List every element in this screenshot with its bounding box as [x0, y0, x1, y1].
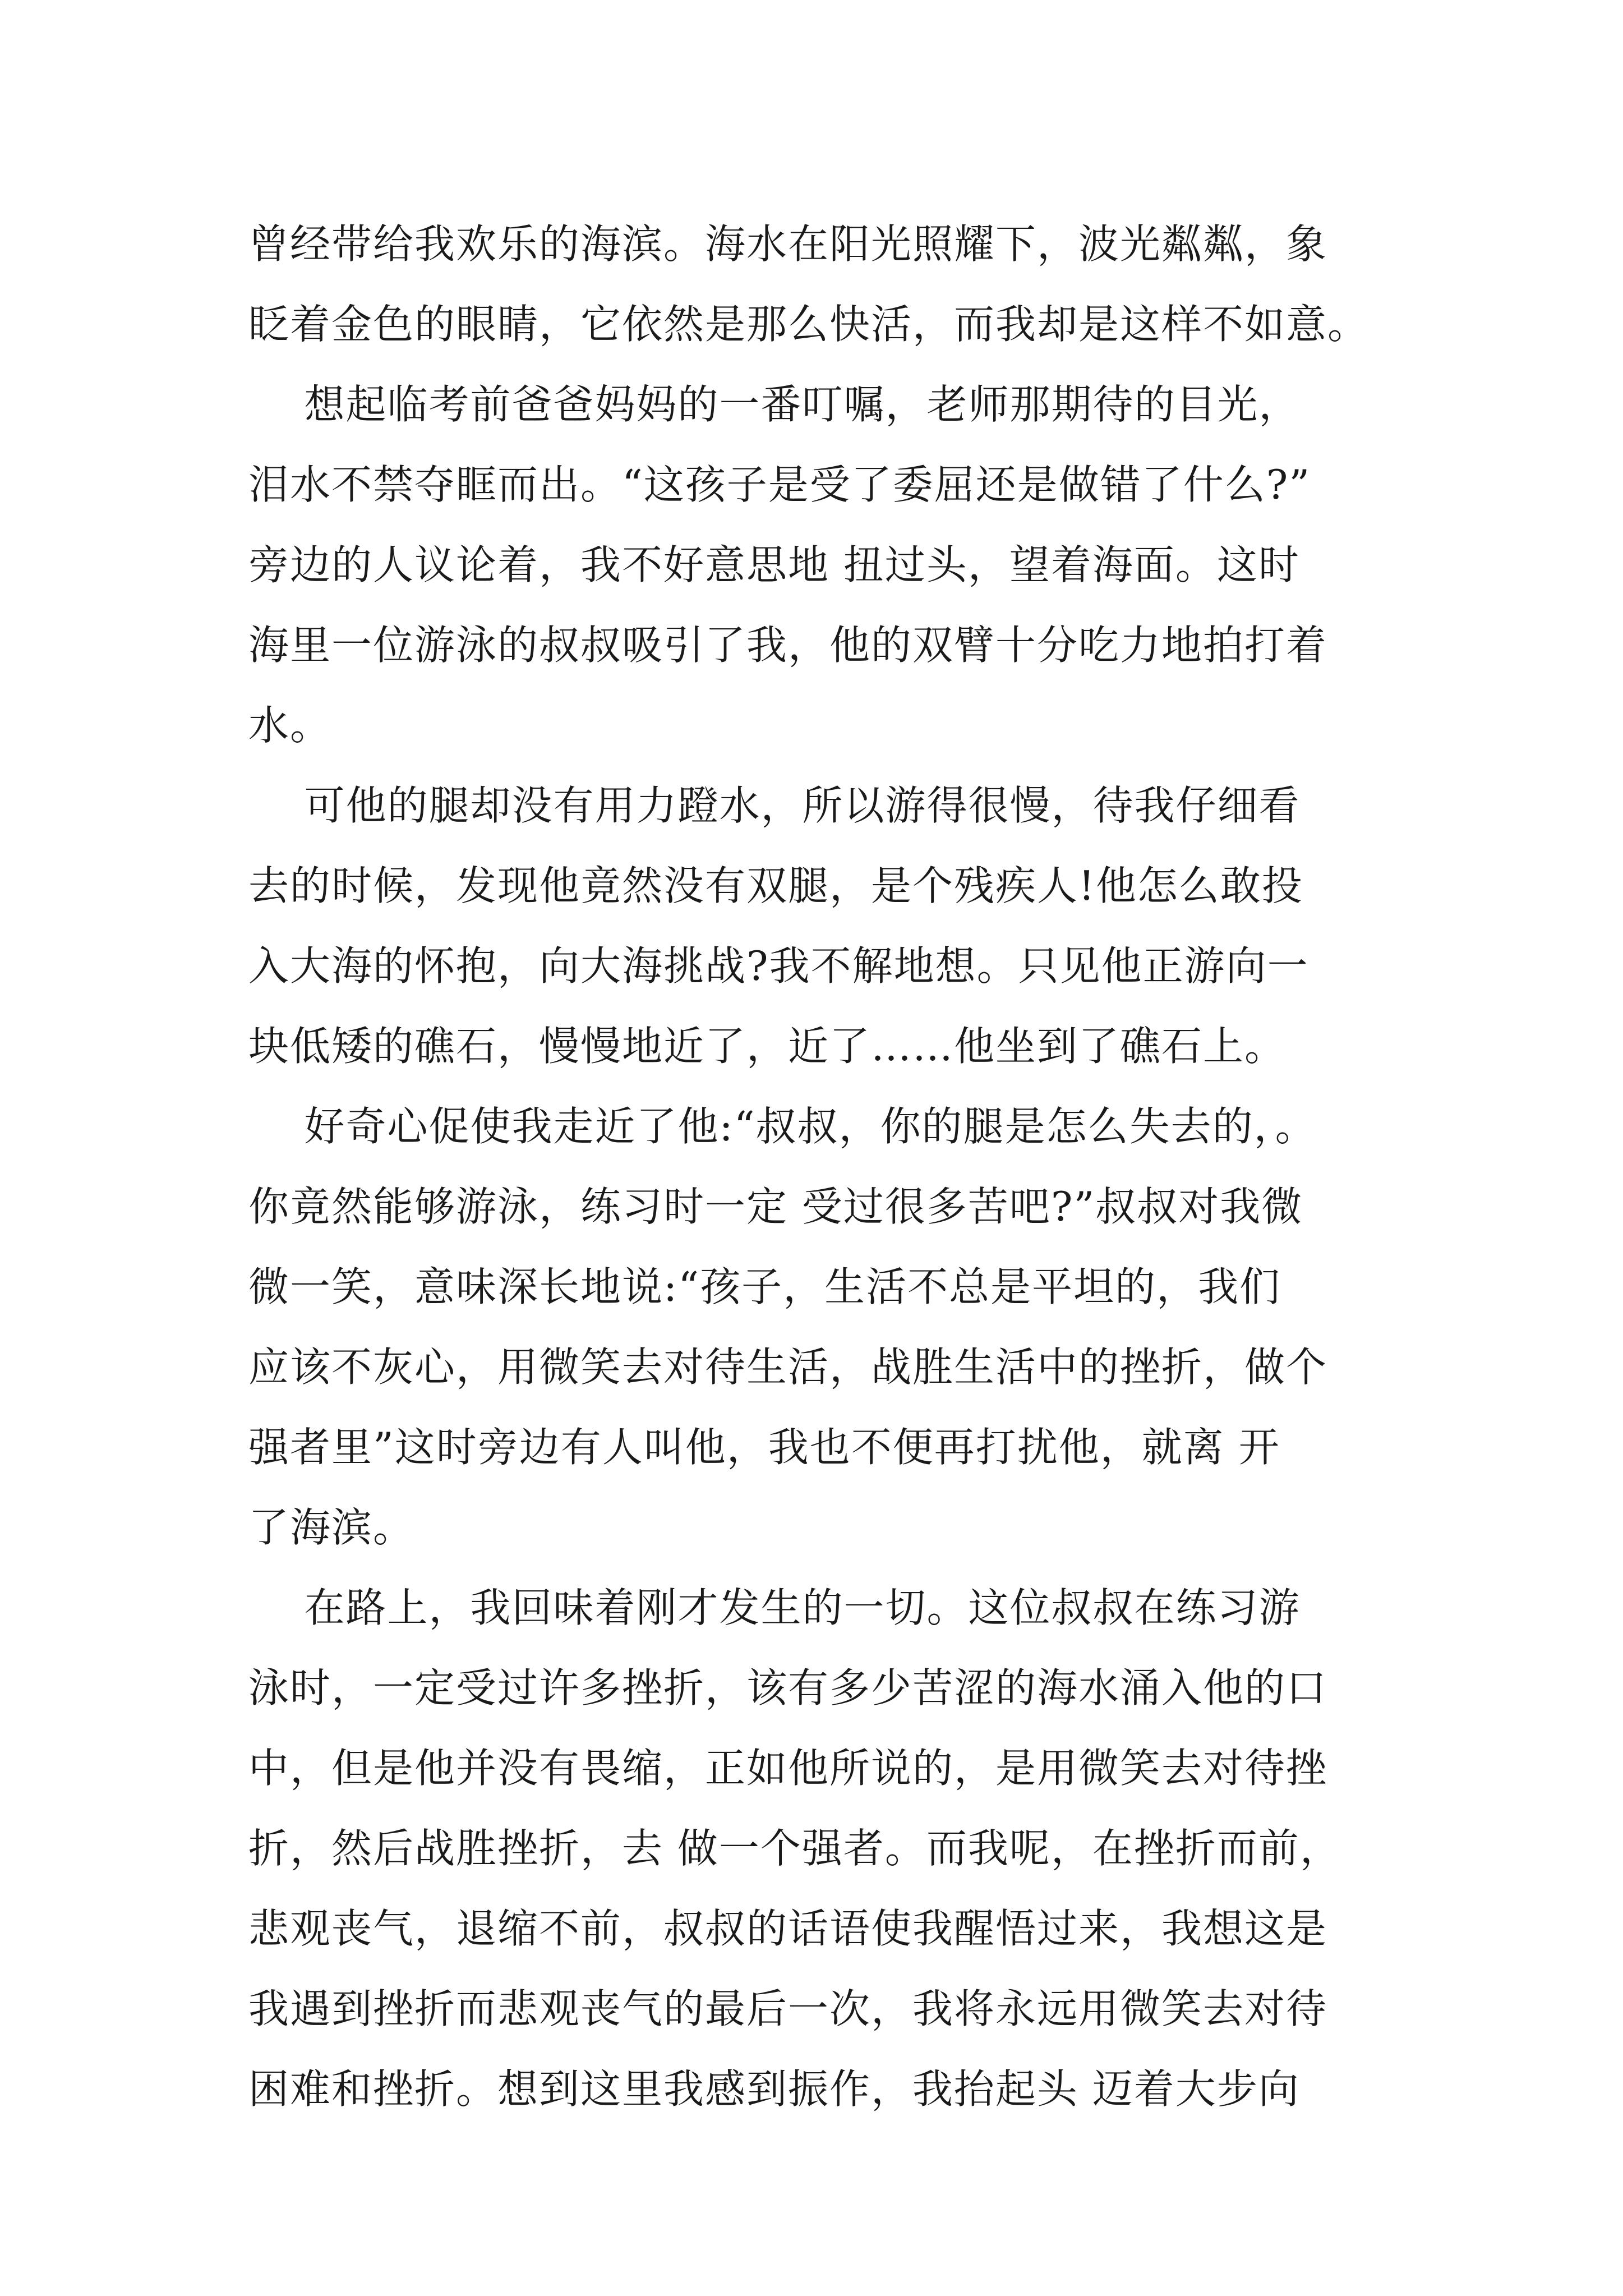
text-line: 悲观丧气，退缩不前，叔叔的话语使我醒悟过来，我想这是: [248, 1905, 1328, 1952]
text-line: 中，但是他并没有畏缩，正如他所说的，是用微笑去对待挫: [248, 1745, 1328, 1792]
text-line: 好奇心促使我走近了他:“叔叔，你的腿是怎么失去的，。: [248, 1103, 1317, 1150]
text-line: 去的时候，发现他竟然没有双腿，是个残疾人!他怎么敢投: [248, 862, 1303, 909]
text-line: 旁边的人议论着，我不好意思地 扭过头，望着海面。这时: [248, 541, 1300, 588]
text-line: 曾经带给我欢乐的海滨。海水在阳光照耀下，波光粼粼，象: [248, 220, 1328, 268]
text-line: 折，然后战胜挫折，去 做一个强者。而我呢，在挫折而前，: [248, 1825, 1341, 1872]
text-line: 强者里”这时旁边有人叫他，我也不便再打扰他，就离 开: [248, 1424, 1280, 1471]
text-line: 微一笑，意味深长地说:“孩子，生活不总是平坦的，我们: [248, 1263, 1281, 1310]
text-line: 泪水不禁夺眶而出。“这孩子是受了委屈还是做错了什么?”: [248, 461, 1311, 508]
text-line: 困难和挫折。想到这里我感到振作，我抬起头 迈着大步向: [248, 2065, 1300, 2113]
text-line: 入大海的怀抱，向大海挑战?我不解地想。只见他正游向一: [248, 942, 1309, 990]
text-line: 块低矮的礁石，慢慢地近了，近了……他坐到了礁石上。: [248, 1023, 1287, 1070]
text-line: 了海滨。: [248, 1504, 415, 1551]
text-line: 海里一位游泳的叔叔吸引了我，他的双臂十分吃力地拍打着: [248, 622, 1328, 669]
text-line: 可他的腿却没有用力蹬水，所以游得很慢，待我仔细看: [248, 782, 1301, 829]
text-line: 水。: [248, 702, 332, 749]
text-line: 眨着金色的眼睛，它依然是那么快活，而我却是这样不如意。: [248, 301, 1370, 348]
text-line: 在路上，我回味着刚才发生的一切。这位叔叔在练习游: [248, 1584, 1301, 1631]
text-line: 应该不灰心，用微笑去对待生活，战胜生活中的挫折，做个: [248, 1343, 1328, 1391]
text-line: 我遇到挫折而悲观丧气的最后一次，我将永远用微笑去对待: [248, 1985, 1328, 2032]
text-line: 泳时，一定受过许多挫折，该有多少苦涩的海水涌入他的口: [248, 1664, 1328, 1711]
text-line: 你竟然能够游泳，练习时一定 受过很多苦吧?”叔叔对我微: [248, 1183, 1303, 1230]
text-line: 想起临考前爸爸妈妈的一番叮嘱，老师那期待的目光，: [248, 381, 1301, 428]
